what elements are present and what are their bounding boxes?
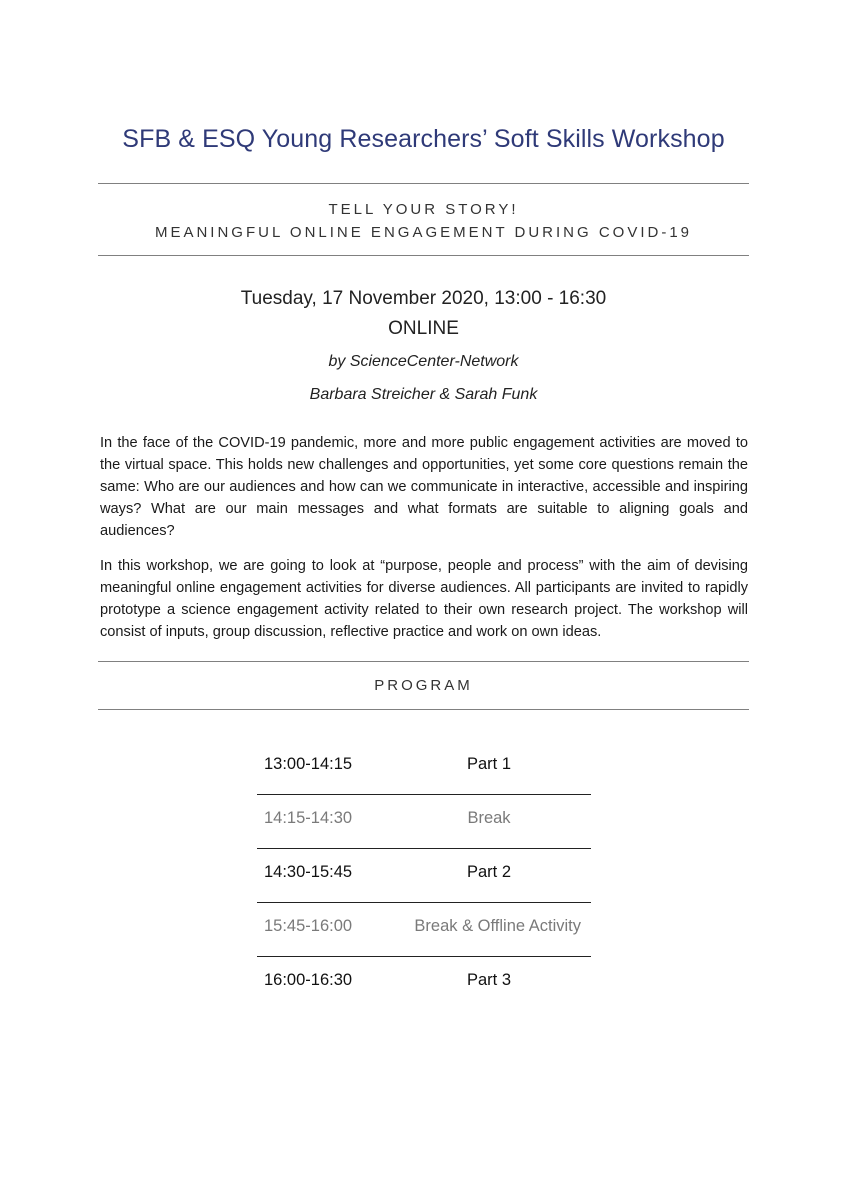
- schedule-activity: Break & Offline Activity: [414, 917, 581, 935]
- schedule-row-2: [257, 795, 591, 849]
- schedule-time: 14:30-15:45: [264, 863, 353, 881]
- event-date: Tuesday, 17 November 2020, 13:00 - 16:30: [240, 288, 607, 309]
- schedule-time: 13:00-14:15: [264, 755, 353, 773]
- schedule-activity: Part 2: [466, 863, 512, 881]
- divider: [98, 255, 749, 256]
- workshop-paragraph: In this workshop, we are going to look at “purpose, people and process” with the aim of devising meaningful online engagement activities for diverse audiences. All participants are invited to rapidly prototype a science engagement activity related to their own research project. The workshop will consist of inputs, group discussion, reflective practice and work on own ideas.: [100, 558, 748, 640]
- subtitle-line-2: MEANINGFUL ONLINE ENGAGEMENT DURING COVID-19: [154, 224, 693, 241]
- program-heading: PROGRAM: [374, 677, 473, 694]
- divider: [98, 709, 749, 710]
- schedule-time: 14:15-14:30: [264, 809, 353, 827]
- divider: [98, 661, 749, 662]
- schedule-activity: Break: [467, 809, 511, 827]
- schedule-row-5: [257, 957, 591, 1011]
- divider: [98, 183, 749, 184]
- document-title: SFB & ESQ Young Researchers’ Soft Skills Workshop: [122, 125, 725, 153]
- schedule-row-3: [257, 849, 591, 903]
- schedule-time: 15:45-16:00: [264, 917, 353, 935]
- schedule-activity: Part 3: [466, 971, 512, 989]
- subtitle-line-1: TELL YOUR STORY!: [328, 201, 519, 218]
- event-organizer: by ScienceCenter-Network: [328, 353, 519, 370]
- schedule-row-1: [257, 741, 591, 795]
- event-presenters: Barbara Streicher & Sarah Funk: [309, 386, 538, 403]
- event-mode: ONLINE: [388, 318, 459, 339]
- schedule-row-4: [257, 903, 591, 957]
- schedule-activity: Part 1: [466, 755, 512, 773]
- intro-paragraph: In the face of the COVID-19 pandemic, more and more public engagement activities are moved to the virtual space. This holds new challenges and opportunities, yet some core questions remain the same: Who are our audiences and how can we communicate in interactive, accessible and inspiring ways? What are our main messages and what formats are suitable to aligning goals and audiences?: [100, 435, 748, 539]
- schedule-time: 16:00-16:30: [264, 971, 353, 989]
